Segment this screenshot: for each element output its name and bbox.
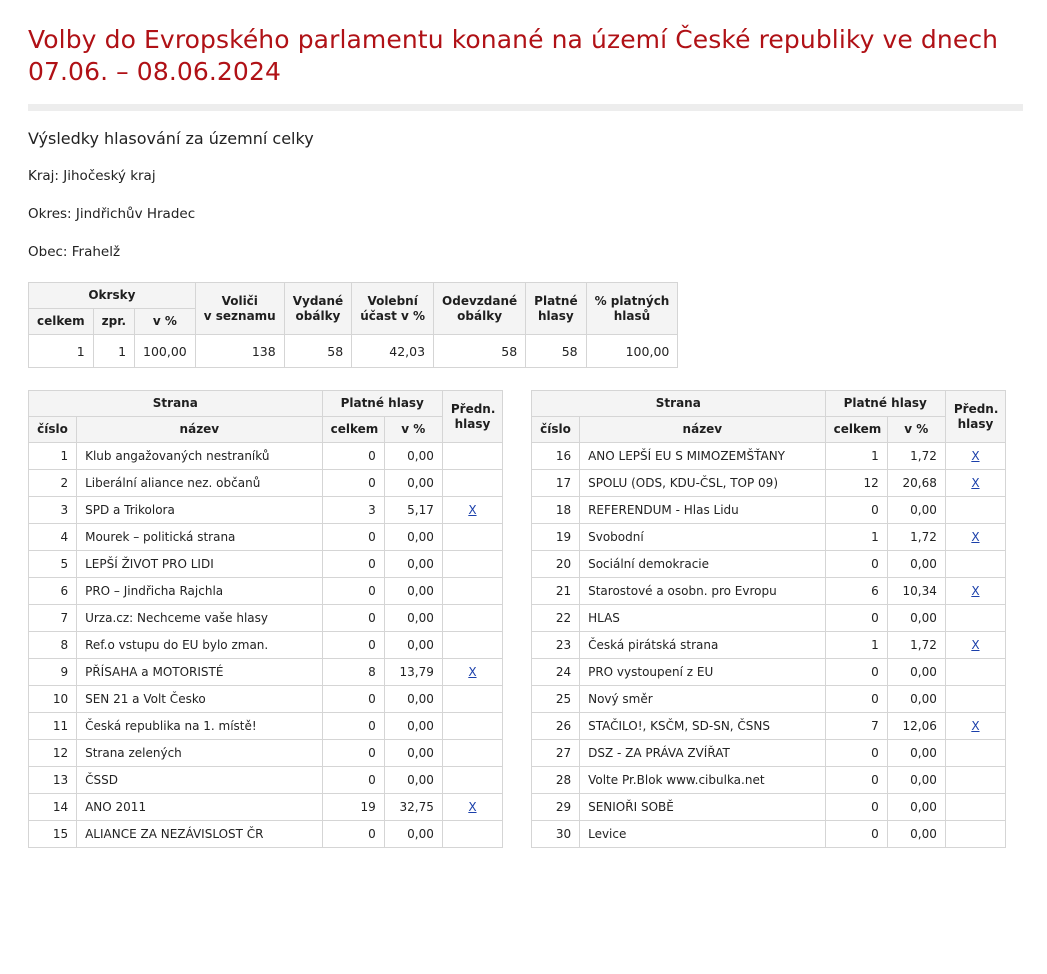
preferential-votes-link[interactable]: X (971, 449, 980, 463)
party-number: 19 (532, 524, 580, 551)
party-number: 2 (29, 470, 77, 497)
party-left-header-nazev: název (77, 417, 323, 443)
party-name: ANO 2011 (77, 794, 323, 821)
table-row (532, 443, 1006, 470)
summary-header-vydane-obalky (284, 283, 351, 335)
preferential-votes-cell (442, 470, 502, 497)
party-name: REFERENDUM - Hlas Lidu (580, 497, 826, 524)
title-divider (28, 104, 1023, 111)
meta-okres: Okres: Jindřichův Hradec (28, 206, 196, 222)
summary-pct-platnych: 100,00 (586, 335, 678, 368)
party-votes-percent: 0,00 (887, 821, 945, 848)
party-number: 24 (532, 659, 580, 686)
table-row (532, 497, 1006, 524)
summary-header-platne-hlasy (526, 283, 586, 335)
party-votes-percent: 0,00 (887, 740, 945, 767)
preferential-votes-cell (945, 767, 1005, 794)
party-left-header-predn-line2: hlasy (454, 416, 491, 431)
summary-odevzdane-obalky: 58 (434, 335, 526, 368)
summary-okrsky-zpr: 1 (93, 335, 134, 368)
party-number: 15 (29, 821, 77, 848)
party-name: Strana zelených (77, 740, 323, 767)
party-votes-percent: 1,72 (887, 443, 945, 470)
party-name: Česká republika na 1. místě! (77, 713, 323, 740)
preferential-votes-cell (442, 821, 502, 848)
party-votes-percent: 0,00 (887, 497, 945, 524)
preferential-votes-cell[interactable] (945, 578, 1005, 605)
table-row (29, 686, 503, 713)
party-votes-total: 0 (322, 551, 384, 578)
party-number: 14 (29, 794, 77, 821)
party-name: Mourek – politická strana (77, 524, 323, 551)
party-number: 21 (532, 578, 580, 605)
party-number: 18 (532, 497, 580, 524)
summary-header-volici-line2: v seznamu (203, 308, 276, 323)
party-number: 25 (532, 686, 580, 713)
party-name: Nový směr (580, 686, 826, 713)
party-votes-total: 0 (825, 767, 887, 794)
party-right-header-row-2 (532, 417, 1006, 443)
party-name: Ref.o vstupu do EU bylo zman. (77, 632, 323, 659)
preferential-votes-link[interactable]: X (971, 584, 980, 598)
party-number: 28 (532, 767, 580, 794)
preferential-votes-cell (945, 686, 1005, 713)
table-row (532, 470, 1006, 497)
preferential-votes-link[interactable]: X (468, 665, 477, 679)
summary-header-pct-platnych-line2: hlasů (613, 308, 651, 323)
table-row (29, 605, 503, 632)
preferential-votes-link[interactable]: X (971, 719, 980, 733)
table-row (29, 713, 503, 740)
summary-header-platne-line2: hlasy (538, 308, 574, 323)
party-votes-total: 0 (825, 821, 887, 848)
table-row (29, 578, 503, 605)
table-row (29, 443, 503, 470)
party-right-header-platne-hlasy: Platné hlasy (825, 391, 945, 417)
party-name: HLAS (580, 605, 826, 632)
party-votes-total: 0 (825, 686, 887, 713)
party-number: 12 (29, 740, 77, 767)
party-name: SPD a Trikolora (77, 497, 323, 524)
party-name: PRO vystoupení z EU (580, 659, 826, 686)
party-right-header-cislo: číslo (532, 417, 580, 443)
summary-header-volici (195, 283, 284, 335)
preferential-votes-cell[interactable] (945, 713, 1005, 740)
party-number: 22 (532, 605, 580, 632)
summary-header-okrsky-pct: v % (135, 309, 196, 335)
table-row (532, 821, 1006, 848)
party-votes-percent: 0,00 (887, 686, 945, 713)
party-number: 16 (532, 443, 580, 470)
summary-header-okrsky-celkem: celkem (29, 309, 94, 335)
party-left-header-cislo: číslo (29, 417, 77, 443)
party-right-header-row-1 (532, 391, 1006, 417)
party-number: 10 (29, 686, 77, 713)
party-right-header-celkem: celkem (825, 417, 887, 443)
party-votes-percent: 0,00 (887, 767, 945, 794)
summary-header-volici-line1: Voliči (221, 293, 258, 308)
party-votes-percent: 32,75 (384, 794, 442, 821)
party-number: 13 (29, 767, 77, 794)
party-name: ALIANCE ZA NEZÁVISLOST ČR (77, 821, 323, 848)
table-row (29, 821, 503, 848)
party-votes-percent: 0,00 (384, 551, 442, 578)
party-number: 11 (29, 713, 77, 740)
party-number: 9 (29, 659, 77, 686)
party-votes-total: 0 (322, 470, 384, 497)
party-left-header-predn-line1: Předn. (450, 401, 496, 416)
party-votes-percent: 0,00 (384, 578, 442, 605)
party-votes-total: 12 (825, 470, 887, 497)
party-votes-total: 0 (825, 659, 887, 686)
party-number: 26 (532, 713, 580, 740)
summary-platne-hlasy: 58 (526, 335, 586, 368)
party-votes-total: 0 (322, 632, 384, 659)
preferential-votes-cell (442, 686, 502, 713)
preferential-votes-cell (442, 551, 502, 578)
preferential-votes-cell (442, 443, 502, 470)
preferential-votes-cell (442, 740, 502, 767)
party-votes-percent: 0,00 (887, 659, 945, 686)
party-right-header-strana: Strana (532, 391, 826, 417)
party-votes-percent: 12,06 (887, 713, 945, 740)
summary-header-odevzdane (434, 283, 526, 335)
party-number: 8 (29, 632, 77, 659)
summary-header-odevzdane-line1: Odevzdané (442, 293, 518, 308)
party-votes-percent: 0,00 (384, 740, 442, 767)
party-name: SPOLU (ODS, KDU-ČSL, TOP 09) (580, 470, 826, 497)
party-votes-total: 0 (322, 686, 384, 713)
section-subtitle: Výsledky hlasování za územní celky (28, 129, 314, 148)
table-row (29, 632, 503, 659)
party-votes-total: 1 (825, 632, 887, 659)
party-votes-total: 8 (322, 659, 384, 686)
party-name: STAČILO!, KSČM, SD-SN, ČSNS (580, 713, 826, 740)
party-number: 1 (29, 443, 77, 470)
party-votes-percent: 1,72 (887, 524, 945, 551)
party-number: 6 (29, 578, 77, 605)
party-name: Sociální demokracie (580, 551, 826, 578)
summary-header-pct-platnych-line1: % platných (594, 293, 670, 308)
party-votes-percent: 0,00 (384, 470, 442, 497)
summary-okrsky-pct: 100,00 (135, 335, 196, 368)
party-number: 17 (532, 470, 580, 497)
party-votes-total: 0 (825, 794, 887, 821)
party-votes-total: 0 (825, 605, 887, 632)
summary-header-okrsky-zpr: zpr. (93, 309, 134, 335)
preferential-votes-cell (945, 659, 1005, 686)
table-row (532, 686, 1006, 713)
table-row (29, 767, 503, 794)
party-name: Svobodní (580, 524, 826, 551)
party-number: 4 (29, 524, 77, 551)
preferential-votes-cell (442, 605, 502, 632)
party-votes-percent: 0,00 (384, 443, 442, 470)
table-row (532, 767, 1006, 794)
party-votes-total: 0 (322, 524, 384, 551)
preferential-votes-link[interactable]: X (971, 530, 980, 544)
party-name: Volte Pr.Blok www.cibulka.net (580, 767, 826, 794)
party-votes-total: 0 (322, 578, 384, 605)
party-votes-total: 6 (825, 578, 887, 605)
summary-header-pct-platnych (586, 283, 678, 335)
summary-vydane-obalky: 58 (284, 335, 351, 368)
party-votes-percent: 0,00 (384, 605, 442, 632)
party-votes-percent: 13,79 (384, 659, 442, 686)
page-title: Volby do Evropského parlamentu konané na území České republiky ve dnech 07.06. – 08.06.2024 (28, 25, 999, 86)
party-left-header-v-pct: v % (384, 417, 442, 443)
preferential-votes-link[interactable]: X (468, 503, 477, 517)
party-left-header-celkem: celkem (322, 417, 384, 443)
party-right-body (532, 443, 1006, 848)
preferential-votes-cell[interactable] (442, 659, 502, 686)
party-votes-total: 0 (825, 740, 887, 767)
summary-header-ucast-line1: Volební (367, 293, 418, 308)
summary-volici-v-seznamu: 138 (195, 335, 284, 368)
party-votes-percent: 0,00 (887, 605, 945, 632)
party-votes-total: 0 (322, 713, 384, 740)
party-votes-percent: 0,00 (384, 767, 442, 794)
party-votes-total: 0 (322, 740, 384, 767)
table-row (532, 713, 1006, 740)
preferential-votes-cell[interactable] (442, 497, 502, 524)
preferential-votes-cell (442, 632, 502, 659)
party-votes-percent: 0,00 (384, 686, 442, 713)
table-row (532, 632, 1006, 659)
table-row (29, 551, 503, 578)
table-row (29, 794, 503, 821)
party-votes-total: 1 (825, 524, 887, 551)
party-votes-percent: 1,72 (887, 632, 945, 659)
summary-header-row-1 (29, 283, 678, 309)
party-votes-percent: 5,17 (384, 497, 442, 524)
party-votes-total: 7 (825, 713, 887, 740)
party-votes-percent: 0,00 (384, 632, 442, 659)
party-number: 27 (532, 740, 580, 767)
party-number: 30 (532, 821, 580, 848)
party-right-header-v-pct: v % (887, 417, 945, 443)
party-table-left (28, 390, 503, 848)
party-tables-wrap (28, 390, 1023, 848)
preferential-votes-cell (442, 578, 502, 605)
preferential-votes-cell (442, 524, 502, 551)
party-name: Liberální aliance nez. občanů (77, 470, 323, 497)
party-votes-percent: 0,00 (384, 713, 442, 740)
preferential-votes-link[interactable]: X (971, 638, 980, 652)
party-votes-percent: 0,00 (887, 551, 945, 578)
party-votes-total: 0 (825, 497, 887, 524)
party-name: ANO LEPŠÍ EU S MIMOZEMŠŤANY (580, 443, 826, 470)
table-row (532, 551, 1006, 578)
preferential-votes-link[interactable]: X (971, 476, 980, 490)
party-table-right (531, 390, 1006, 848)
preferential-votes-cell (945, 821, 1005, 848)
summary-header-ucast (352, 283, 434, 335)
party-votes-total: 3 (322, 497, 384, 524)
summary-header-okrsky: Okrsky (29, 283, 196, 309)
party-name: ČSSD (77, 767, 323, 794)
table-row (29, 524, 503, 551)
party-votes-total: 0 (322, 767, 384, 794)
party-name: DSZ - ZA PRÁVA ZVÍŘAT (580, 740, 826, 767)
party-name: SENIOŘI SOBĚ (580, 794, 826, 821)
party-votes-total: 19 (322, 794, 384, 821)
preferential-votes-cell[interactable] (945, 443, 1005, 470)
table-row (532, 524, 1006, 551)
table-row (532, 740, 1006, 767)
preferential-votes-cell (945, 497, 1005, 524)
party-left-header-platne-hlasy: Platné hlasy (322, 391, 442, 417)
party-votes-percent: 20,68 (887, 470, 945, 497)
party-votes-total: 0 (322, 821, 384, 848)
summary-volebni-ucast: 42,03 (352, 335, 434, 368)
party-left-header-predn-hlasy (442, 391, 502, 443)
party-number: 7 (29, 605, 77, 632)
preferential-votes-cell (442, 767, 502, 794)
party-name: Česká pirátská strana (580, 632, 826, 659)
summary-header-vydane-line2: obálky (295, 308, 341, 323)
preferential-votes-cell (442, 713, 502, 740)
summary-data-row (29, 335, 678, 368)
party-name: Urza.cz: Nechceme vaše hlasy (77, 605, 323, 632)
preferential-votes-cell[interactable] (945, 524, 1005, 551)
table-row (532, 605, 1006, 632)
meta-obec: Obec: Frahelž (28, 244, 121, 260)
party-name: PŘÍSAHA a MOTORISTÉ (77, 659, 323, 686)
party-number: 20 (532, 551, 580, 578)
table-row (29, 740, 503, 767)
preferential-votes-link[interactable]: X (468, 800, 477, 814)
party-number: 5 (29, 551, 77, 578)
party-right-header-predn-line1: Předn. (953, 401, 999, 416)
preferential-votes-cell[interactable] (945, 470, 1005, 497)
preferential-votes-cell (945, 551, 1005, 578)
party-votes-percent: 10,34 (887, 578, 945, 605)
party-votes-total: 1 (825, 443, 887, 470)
party-right-header-nazev: název (580, 417, 826, 443)
party-name: PRO – Jindřicha Rajchla (77, 578, 323, 605)
party-right-header-predn-hlasy (945, 391, 1005, 443)
party-name: SEN 21 a Volt Česko (77, 686, 323, 713)
party-votes-total: 0 (322, 605, 384, 632)
party-left-body (29, 443, 503, 848)
summary-okrsky-celkem: 1 (29, 335, 94, 368)
party-number: 23 (532, 632, 580, 659)
party-votes-total: 0 (322, 443, 384, 470)
preferential-votes-cell (945, 740, 1005, 767)
preferential-votes-cell (945, 605, 1005, 632)
party-name: Levice (580, 821, 826, 848)
party-left-header-row-2 (29, 417, 503, 443)
party-name: LEPŠÍ ŽIVOT PRO LIDI (77, 551, 323, 578)
party-name: Klub angažovaných nestraníků (77, 443, 323, 470)
party-right-header-predn-line2: hlasy (957, 416, 994, 431)
party-votes-percent: 0,00 (384, 821, 442, 848)
preferential-votes-cell[interactable] (442, 794, 502, 821)
party-votes-total: 0 (825, 551, 887, 578)
summary-table (28, 282, 678, 368)
table-row (29, 659, 503, 686)
party-left-header-row-1 (29, 391, 503, 417)
summary-header-odevzdane-line2: obálky (457, 308, 503, 323)
table-row (532, 578, 1006, 605)
meta-kraj: Kraj: Jihočeský kraj (28, 168, 156, 184)
party-number: 3 (29, 497, 77, 524)
summary-header-platne-line1: Platné (534, 293, 578, 308)
table-row (29, 470, 503, 497)
summary-header-vydane-line1: Vydané (292, 293, 344, 308)
party-number: 29 (532, 794, 580, 821)
table-row (532, 659, 1006, 686)
summary-header-ucast-line2: účast v % (360, 308, 426, 323)
preferential-votes-cell[interactable] (945, 632, 1005, 659)
table-row (29, 497, 503, 524)
party-name: Starostové a osobn. pro Evropu (580, 578, 826, 605)
party-votes-percent: 0,00 (887, 794, 945, 821)
party-left-header-strana: Strana (29, 391, 323, 417)
preferential-votes-cell (945, 794, 1005, 821)
party-votes-percent: 0,00 (384, 524, 442, 551)
table-row (532, 794, 1006, 821)
